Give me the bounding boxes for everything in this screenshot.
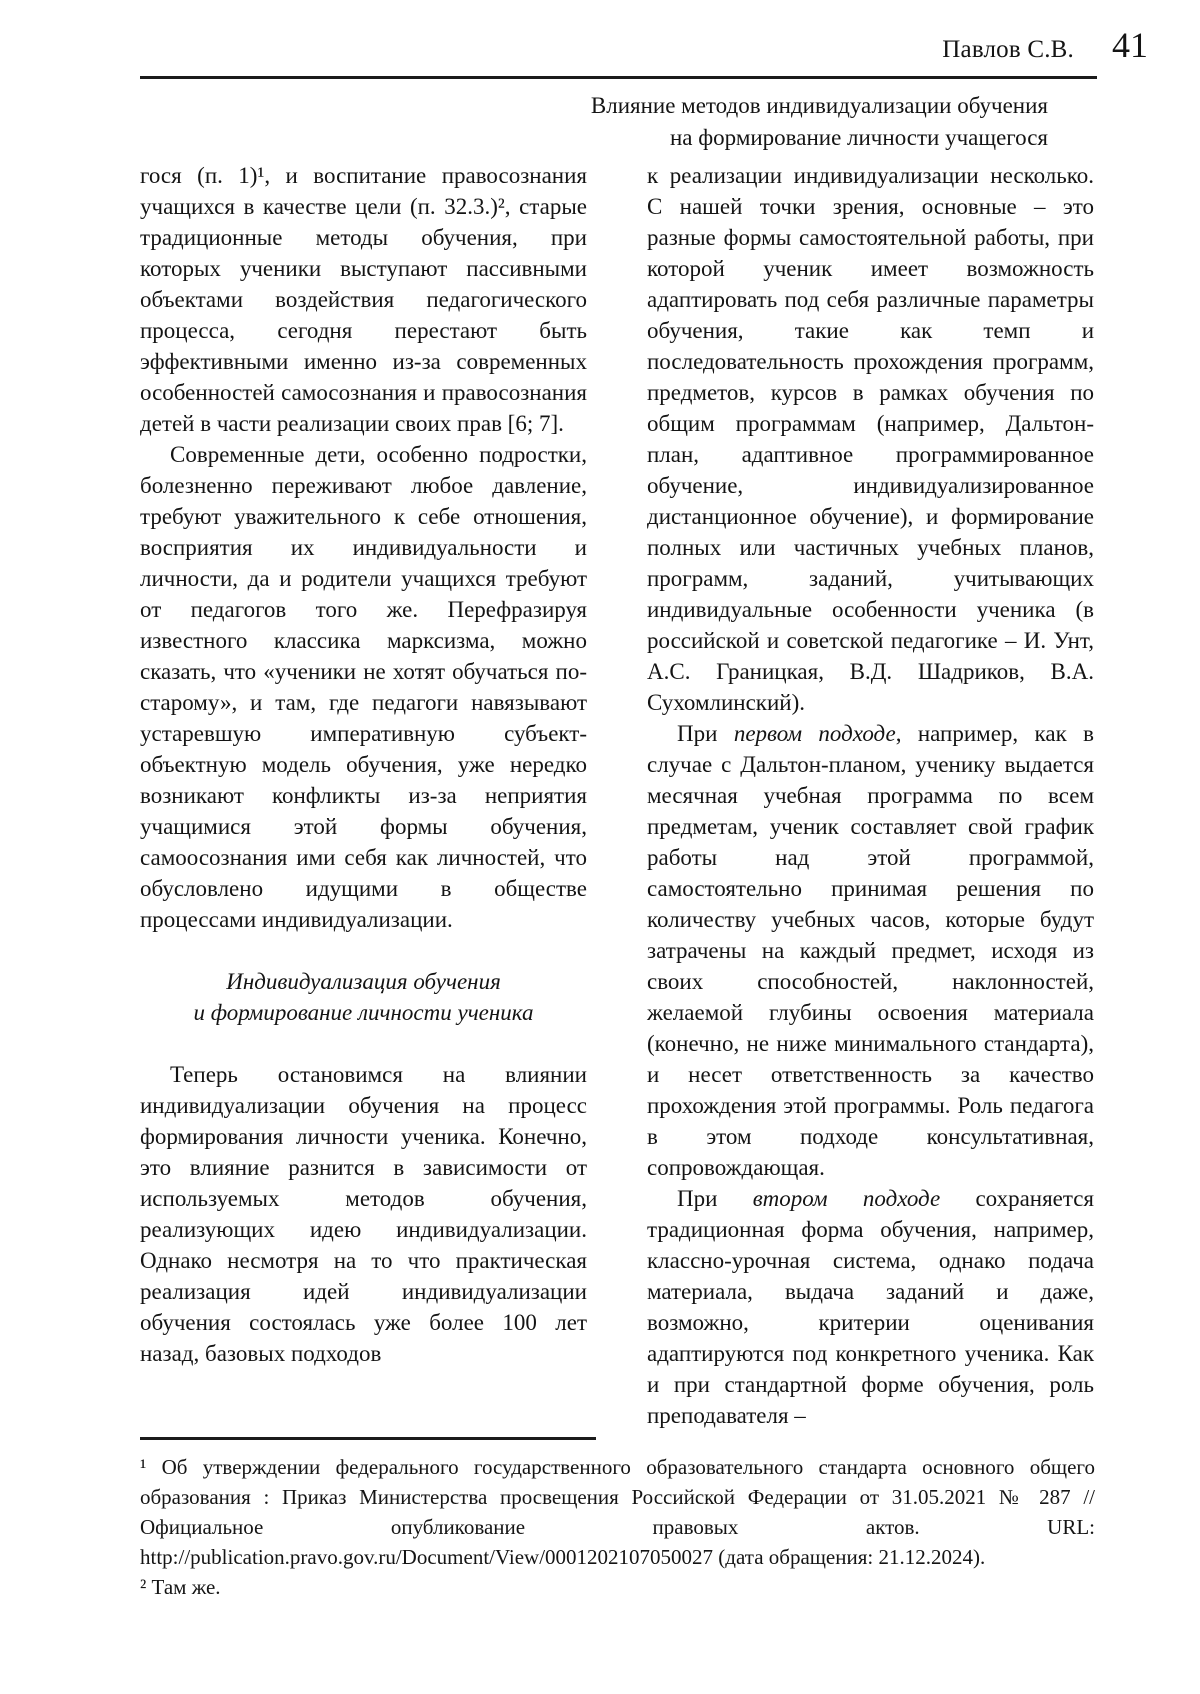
paragraph-text: , например, как в случае с Дальтон-планом, ученику выдается месячная учебная программа по всем предметам, ученик составляет свой график работы над этой программой, самостоятельно принимая решения по количеству учебных часов, которые будут затрачены на каждый предмет, исходя из своих способностей, наклонностей, желаемой глубины освоения материала (конечно, не ниже минимального стандарта), и несет ответственность за качество прохождения этой программы. Роль педагога в этом подходе консультативная, сопровождающая.: [647, 721, 1095, 1180]
paragraph-text: При: [677, 1186, 753, 1211]
footnote-separator: [140, 1437, 596, 1440]
page-header: [942, 24, 1148, 66]
right-paragraph-2: [647, 718, 1094, 1183]
section-heading-line2: и формирование личности ученика: [193, 1000, 534, 1025]
section-heading-line1: Индивидуализация обучения: [226, 969, 501, 994]
paragraph-text: сохраняется традиционная форма обучения, например, классно-урочная система, однако подача материала, выдача заданий и даже, возможно, критерии оценивания адаптируются под конкретного ученика. Как и при стандартной форме обучения, роль преподавателя –: [647, 1186, 1095, 1428]
right-column: [647, 160, 1094, 1434]
footnote-1: ¹ Об утверждении федерального государственного образовательного стандарта основного общего образования : Приказ Министерства просвещения Российской Федерации от 31.05.2021 № 287 // Официальное опубликование правовых актов. URL: http://publication.pravo.gov.ru/Document/View/0001202107050027 (дата обращения: 21.12.2024).: [140, 1455, 1095, 1569]
paragraph-text: При: [677, 721, 734, 746]
footnote-area: [140, 1437, 1095, 1602]
header-divider: [140, 76, 1097, 79]
emphasized-term: втором подходе: [752, 1186, 941, 1211]
footnote-2: ² Там же.: [140, 1575, 221, 1599]
running-title-line2: на формирование личности учащегося: [670, 124, 1048, 150]
section-heading: [140, 966, 587, 1028]
author-name: Павлов С.В.: [942, 36, 1074, 63]
emphasized-term: первом подходе: [733, 721, 896, 746]
running-title: [591, 90, 1048, 153]
text-columns: [140, 160, 1095, 1434]
left-column: [140, 160, 587, 1434]
left-paragraph-2: Современные дети, особенно подростки, болезненно переживают любое давление, требуют уважительного к себе отношения, восприятия их индивидуальности и личности, да и родители учащихся требуют от педагогов того же. Перефразируя известного классика марксизма, можно сказать, что «ученики не хотят обучаться по-старому», и там, где педагоги навязывают устаревшую императивную субъект-объектную модель обучения, уже нередко возникают конфликты из-за неприятия учащимися этой формы обучения, самоосознания ими себя как личностей, что обусловлено идущими в обществе процессами индивидуализации.: [140, 442, 587, 932]
left-paragraph-3: Теперь остановимся на влиянии индивидуализации обучения на процесс формирования личности ученика. Конечно, это влияние разнится в зависимости от используемых методов обучения, реализующих идею индивидуализации. Однако несмотря на то что практическая реализация идей индивидуализации обучения состоялась уже более 100 лет назад, базовых подходов: [140, 1062, 587, 1366]
left-paragraph-1: гося (п. 1)¹, и воспитание правосознания учащихся в качестве цели (п. 32.3.)², старые традиционные методы обучения, при которых ученики выступают пассивными объектами воздействия педагогического процесса, сегодня перестают быть эффективными именно из-за современных особенностей самосознания и правосознания детей в части реализации своих прав [6; 7].: [140, 163, 587, 436]
right-paragraph-3: [647, 1183, 1094, 1431]
running-title-line1: Влияние методов индивидуализации обучения: [590, 93, 1048, 118]
page-number: 41: [1112, 25, 1148, 65]
right-paragraph-1: к реализации индивидуализации несколько. С нашей точки зрения, основные – это разные формы самостоятельной работы, при которой ученик имеет возможность адаптировать под себя различные параметры обучения, такие как темп и последовательность прохождения программ, предметов, курсов в рамках обучения по общим программам (например, Дальтон-план, адаптивное программированное обучение, индивидуализированное дистанционное обучение), и формирование полных или частичных учебных планов, программ, заданий, учитывающих индивидуальные особенности ученика (в российской и советской педагогике – И. Унт, А.С. Границкая, В.Д. Шадриков, В.А. Сухомлинский).: [647, 163, 1094, 715]
